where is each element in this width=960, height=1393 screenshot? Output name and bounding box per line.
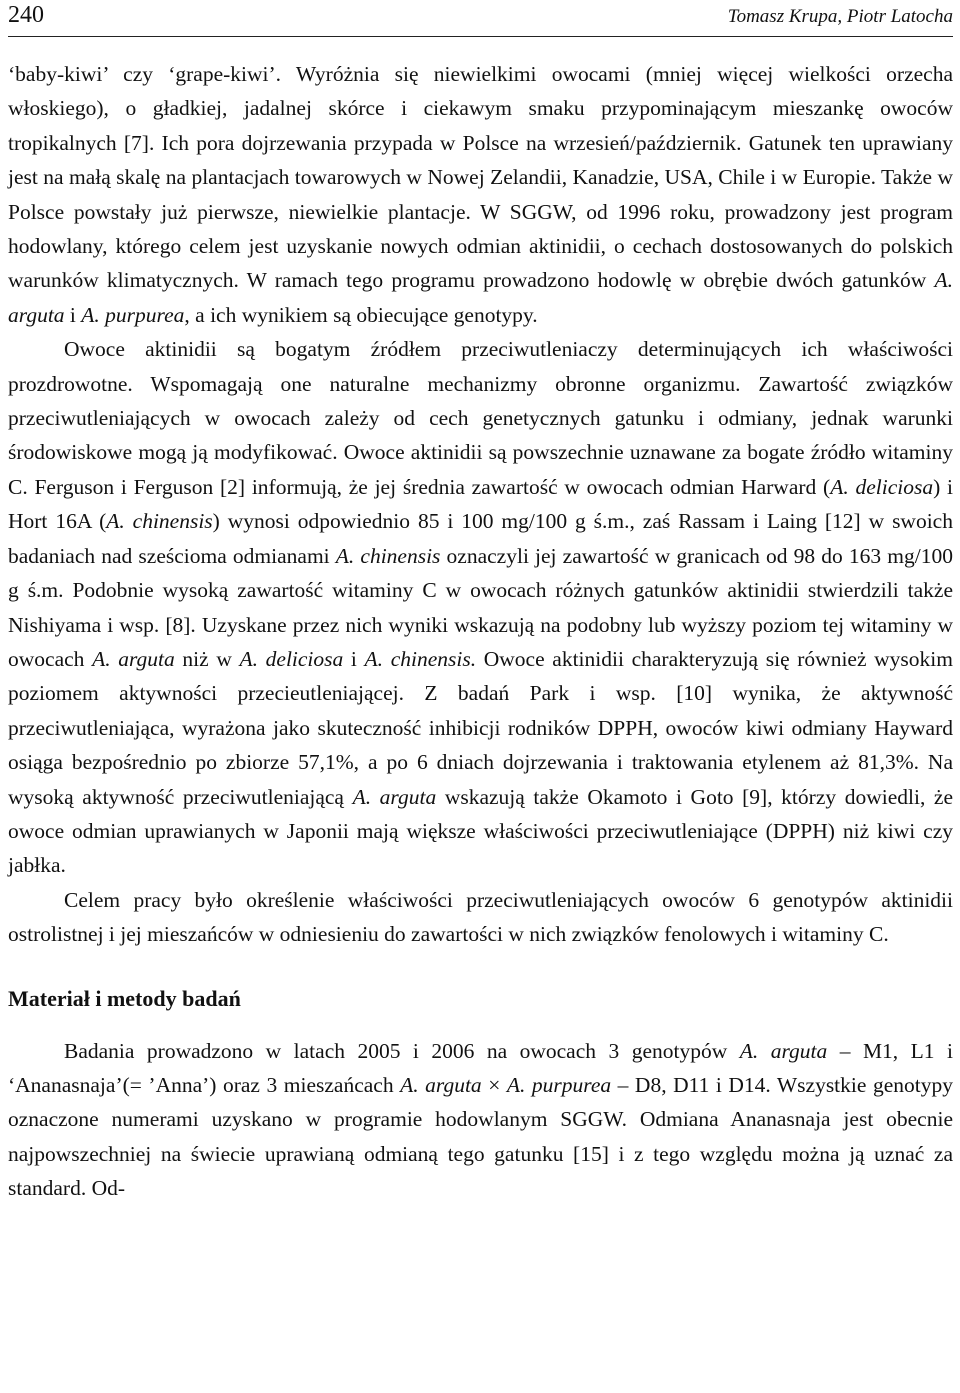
text-segment: i — [343, 646, 365, 671]
text-segment: wskazują także Okamoto i Goto [9], którzy dowiedli, że owoce odmian uprawianych w Japonii mają większe właściwości przeciwutleniające (DPPH) niż kiwi czy jabłka. — [8, 784, 953, 878]
italic-text-segment: A. arguta — [92, 646, 175, 671]
text-segment: ) wynosi odpowiednio 85 i 100 mg/100 g ś.m., zaś Rassam i Laing [12] w swoich badaniach nad sześcioma odmianami — [8, 509, 953, 568]
body-paragraph — [8, 883, 953, 952]
running-header — [8, 0, 953, 37]
section-heading: Materiał i metody badań — [8, 985, 241, 1011]
body-paragraph — [8, 1034, 953, 1206]
text-segment: × — [481, 1072, 507, 1097]
text-segment: – M1, L1 i ‘Ananasnaja’(= ’Anna’) oraz 3 mieszańcach — [8, 1038, 953, 1097]
italic-text-segment: A. arguta — [739, 1038, 828, 1063]
body-text — [8, 57, 953, 1206]
text-segment: Owoce aktinidii charakteryzują się również wysokim poziomem aktywności przecieutleniającej. Z badań Park i wsp. [10] wynika, że aktywność przeciwutleniająca, wyrażona jako skuteczność inhibicji rodników DPPH, owoców kiwi odmiany Hayward osiąga bezpośrednio po zbiorze 57,1%, a po 6 dniach dojrzewania i traktowania etylenem aż 81,3%. Na wysoką aktywność przeciwutleniającą — [8, 646, 953, 809]
text-segment: i — [64, 302, 82, 327]
italic-text-segment: A. arguta — [400, 1072, 482, 1097]
italic-text-segment: A. arguta — [352, 784, 437, 809]
text-segment: niż w — [174, 646, 240, 671]
body-paragraph — [8, 57, 953, 332]
section-paragraphs — [8, 1034, 953, 1206]
text-segment: ) i Hort 16A ( — [8, 474, 953, 534]
body-paragraph — [8, 332, 953, 883]
italic-text-segment: A. chinensis. — [364, 646, 477, 671]
running-header-authors: Tomasz Krupa, Piotr Latocha — [727, 6, 953, 27]
text-segment: ‘baby-kiwi’ czy ‘grape-kiwi’. Wyróżnia się niewielkimi owocami (mniej więcej wielkości orzecha włoskiego), o gładkiej, jadalnej skórce i ciekawym smaku przypominającym mieszankę owoców tropikalnych [7]. Ich pora dojrzewania przypada w Polsce na wrzesień/październik. Gatunek ten uprawiany jest na małą skalę na plantacjach towarowych w Nowej Zelandii, Kanadzie, USA, Chile i w Europie. Także w Polsce powstały już pierwsze, niewielkie plantacje. W SGGW, od 1996 roku, prowadzony jest program hodowlany, którego celem jest uzyskanie nowych odmian aktinidii, o cechach dostosowanych do polskich warunków klimatycznych. W ramach tego programu prowadzono hodowlę w obrębie dwóch gatunków — [8, 62, 953, 293]
text-segment: Badania prowadzono w latach 2005 i 2006 na owocach 3 genotypów — [64, 1038, 740, 1063]
text-segment: Celem pracy było określenie właściwości przeciwutleniających owoców 6 genotypów aktinidii ostrolistnej i jej mieszańców w odniesieniu do zawartości w nich związków fenolowych i witaminy C. — [8, 887, 953, 947]
italic-text-segment: A. deliciosa — [830, 474, 934, 499]
text-segment: – D8, D11 i D14. Wszystkie genotypy oznaczone numerami uzyskano w programie hodowlanym SGGW. Odmiana Ananasnaja jest obecnie najpowszechniej na świecie uprawianą odmianą tego gatunku [15] i z tego względu można ją uznać za standard. Od- — [8, 1072, 953, 1201]
italic-text-segment: A. chinensis — [106, 509, 213, 534]
text-segment: Owoce aktinidii są bogatym źródłem przeciwutleniaczy determinujących ich właściwości prozdrowotne. Wspomagają one naturalne mechanizmy obronne organizmu. Zawartość związków przeciwutleniających w owocach zależy od cech genetycznych gatunku i odmiany, jednak warunki środowiskowe mogą ją modyfikować. Owoce aktinidii są powszechnie uznawane za bogate źródło witaminy C. Ferguson i Ferguson [2] informują, że jej średnia zawartość w owocach odmian Harward ( — [8, 337, 953, 499]
italic-text-segment: A. chinensis — [335, 543, 441, 568]
italic-text-segment: A. arguta — [8, 268, 953, 327]
text-segment: , a ich wynikiem są obiecujące genotypy. — [184, 302, 538, 327]
italic-text-segment: A. purpurea — [81, 302, 185, 327]
italic-text-segment: A. purpurea — [506, 1072, 612, 1097]
italic-text-segment: A. deliciosa — [239, 646, 344, 671]
document-page — [8, 0, 953, 1206]
intro-paragraphs — [8, 57, 953, 952]
page-number: 240 — [8, 2, 44, 28]
text-segment: oznaczyli jej zawartość w granicach od 98 do 163 mg/100 g ś.m. Podobnie wysoką zawartość witaminy C w owocach różnych gatunków aktinidii stwierdzili także Nishiyama i wsp. [8]. Uzyskane przez nich wyniki wskazują na podobny lub wyższy poziom tej witaminy w owocach — [8, 543, 953, 671]
